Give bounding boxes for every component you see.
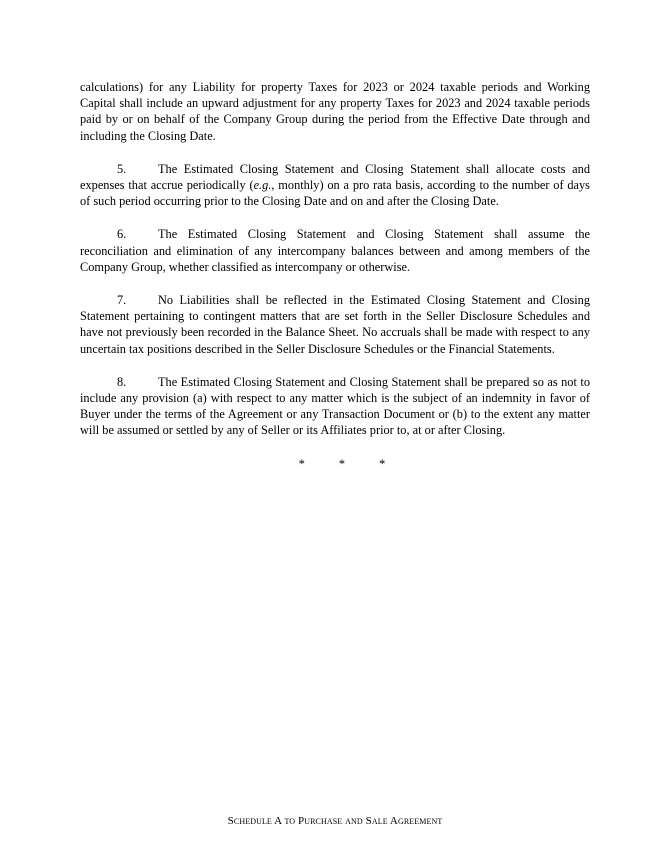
paragraph-number: 8. [117, 374, 127, 389]
page-footer: Schedule A to Purchase and Sale Agreement [227, 815, 443, 827]
paragraph-5 [80, 161, 590, 210]
paragraph-text: The Estimated Closing Statement and Closing Statement shall be prepared so as not to include any provision (a) with respect to any matter which is the subject of an indemnity in favor of Buyer under the terms of the Agreement or any Transaction Document or (b) to the extent any matter will be assumed or settled by any of Seller or its Affiliates prior to, at or after Closing. [80, 374, 590, 438]
paragraph-text: No Liabilities shall be reflected in the Estimated Closing Statement and Closing Statement pertaining to contingent matters that are set forth in the Seller Disclosure Schedules and have not previously been recorded in the Balance Sheet. No accruals shall be made with respect to any uncertain tax positions described in the Seller Disclosure Schedules or the Financial Statements. [80, 293, 590, 356]
paragraph-text: calculations) for any Liability for property Taxes for 2023 or 2024 taxable periods and Working Capital shall include an upward adjustment for any property Taxes for 2023 and 2024 taxable periods paid by or on behalf of the Company Group during the period from the Effective Date through and including the Closing Date. [80, 80, 590, 143]
paragraph-number: 7. [117, 293, 127, 308]
separator-asterisk: * [298, 456, 305, 471]
paragraph-italic-text: e.g. [253, 178, 272, 193]
paragraph-number: 6. [117, 227, 127, 242]
paragraph-text-tail: , monthly) on a pro rata basis, according to the number of days of such period occurring prior to the Closing Date and on and after the Closing Date. [80, 178, 590, 209]
paragraph-8 [80, 374, 590, 439]
paragraph-6 [80, 226, 590, 275]
separator-asterisk: * [338, 456, 346, 471]
paragraph-text: The Estimated Closing Statement and Closing Statement shall allocate costs and expenses that accrue periodically ( [80, 161, 590, 193]
document-body [80, 79, 590, 472]
separator-asterisk: * [379, 456, 386, 471]
paragraph-number: 5. [117, 161, 127, 176]
paragraph-text: The Estimated Closing Statement and Closing Statement shall assume the reconciliation and elimination of any intercompany balances between and among members of the Company Group, whether classified as intercompany or otherwise. [80, 227, 590, 274]
section-separator [80, 456, 590, 472]
paragraph-continuation [80, 79, 590, 144]
paragraph-7 [80, 292, 590, 357]
